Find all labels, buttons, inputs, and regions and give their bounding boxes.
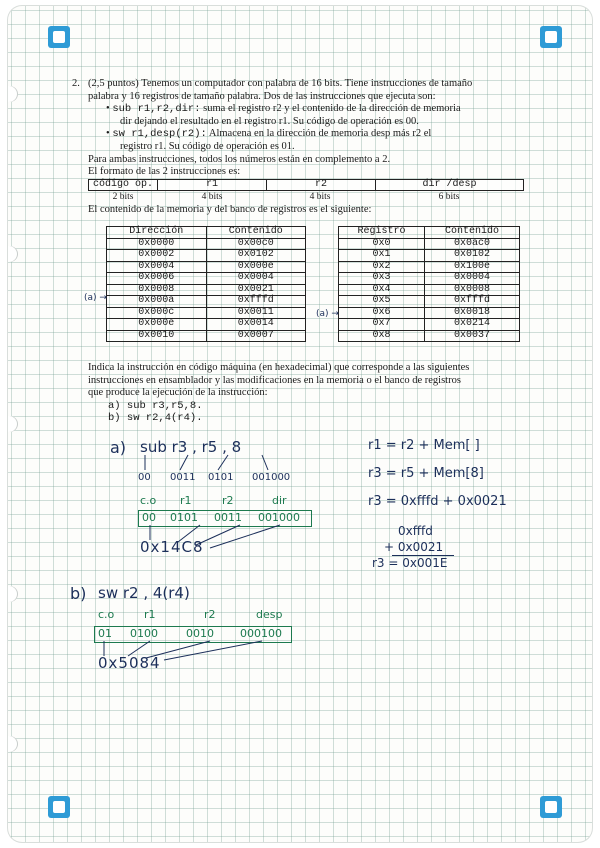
row-key: 0x4 — [339, 284, 425, 296]
binary-part: 00 — [138, 472, 151, 483]
arrow-stroke — [180, 455, 188, 470]
column-header: Dirección — [107, 227, 207, 239]
arrow-stroke — [218, 455, 228, 470]
task-line: instrucciones en ensamblador y las modificaciones en la memoria o el banco de registros — [88, 374, 461, 386]
answer-a-hex: 0x14C8 — [140, 538, 204, 556]
column-header: Contenido — [424, 227, 519, 239]
row-key: 0x000a — [107, 296, 207, 308]
field-label: r1 — [144, 608, 156, 621]
row-key: 0x0002 — [107, 250, 207, 262]
row-key: 0x000e — [107, 319, 207, 331]
row-value: 0x0037 — [424, 330, 519, 342]
equation: r1 = r2 + Mem[ ] — [368, 438, 480, 453]
field-label: r2 — [222, 494, 234, 507]
task-line: Indica la instrucción en código máquina (en hexadecimal) que corresponde a las siguientes — [88, 362, 470, 373]
answer-a-label: a) — [110, 438, 127, 457]
binary-part: 0011 — [170, 472, 196, 483]
arrow-stroke — [196, 525, 240, 545]
boxed-bits: 001000 — [258, 511, 300, 524]
format-title: El formato de las 2 instrucciones es: — [88, 166, 241, 178]
row-value: 0x000e — [206, 261, 306, 273]
row-key: 0x6 — [339, 307, 425, 319]
field-label: c.o — [98, 608, 115, 621]
arrow-stroke — [210, 525, 280, 548]
sub-description: suma el registro r2 y el contenido de la dirección de memoria — [203, 103, 461, 115]
row-value: 0x0008 — [424, 284, 519, 296]
arrow-stroke — [146, 641, 210, 658]
column-header: Registro — [339, 227, 425, 239]
row-key: 0x1 — [339, 250, 425, 262]
row-value: 0x0ac0 — [424, 238, 519, 250]
format-field: dir /desp — [376, 179, 524, 191]
task-line: que produce la ejecución de la instrucción: — [88, 387, 268, 399]
row-key: 0x000c — [107, 307, 207, 319]
field-label: desp — [256, 608, 283, 621]
row-key: 0x3 — [339, 273, 425, 285]
row-value: 0xfffd — [206, 296, 306, 308]
boxed-bits: 000100 — [240, 627, 282, 640]
sw-instruction: sw r1,desp(r2): — [112, 128, 207, 141]
arrow-stroke — [262, 455, 268, 470]
row-value: 0x0011 — [206, 307, 306, 319]
sw-description: Almacena en la dirección de memoria desp más r2 el — [208, 128, 432, 140]
row-key: 0x0010 — [107, 330, 207, 342]
row-value: 0x00c0 — [206, 238, 306, 250]
format-field: r1 — [158, 179, 267, 191]
row-value: 0x0102 — [424, 250, 519, 262]
sum-operand: + 0x0021 — [384, 540, 444, 554]
arrow-stroke — [178, 525, 200, 542]
row-key: 0x0000 — [107, 238, 207, 250]
row-key: 0x5 — [339, 296, 425, 308]
field-label: c.o — [140, 494, 157, 507]
row-value: 0xfffd — [424, 296, 519, 308]
row-value: 0x0007 — [206, 330, 306, 342]
memory-mark: (a) → — [84, 293, 107, 303]
complement-note: Para ambas instrucciones, todos los números están en complemento a 2. — [88, 153, 391, 165]
binary-part: 001000 — [252, 472, 291, 483]
row-value: 0x100e — [424, 261, 519, 273]
row-value: 0x0014 — [206, 319, 306, 331]
field-label: r2 — [204, 608, 216, 621]
answer-a-instruction: sub r3 , r5 , 8 — [140, 438, 242, 456]
boxed-bits: 0101 — [170, 511, 198, 524]
boxed-bits: 0011 — [214, 511, 242, 524]
row-key: 0x0 — [339, 238, 425, 250]
row-key: 0x8 — [339, 330, 425, 342]
row-value: 0x0018 — [424, 307, 519, 319]
sub-instruction: sub r1,r2,dir: — [112, 103, 201, 116]
sub-description: dir dejando el resultado en el registro r1. Su código de operación es 00. — [120, 115, 419, 127]
row-key: 0x0008 — [107, 284, 207, 296]
equation: r3 = 0xfffd + 0x0021 — [368, 494, 507, 509]
row-value: 0x0004 — [424, 273, 519, 285]
boxed-bits: 01 — [98, 627, 112, 640]
answer-b-instruction: sw r2 , 4(r4) — [98, 584, 190, 602]
arrow-stroke — [128, 641, 150, 656]
content-title: El contenido de la memoria y del banco de registros es el siguiente: — [88, 203, 372, 215]
row-value: 0x0214 — [424, 319, 519, 331]
column-header: Contenido — [206, 227, 306, 239]
task-b: b) sw r2,4(r4). — [108, 412, 203, 425]
boxed-bits: 0010 — [186, 627, 214, 640]
format-field: código op. — [89, 179, 158, 191]
format-field: r2 — [267, 179, 376, 191]
row-key: 0x0004 — [107, 261, 207, 273]
row-value: 0x0102 — [206, 250, 306, 262]
intro-line: palabra y 16 registros de tamaño palabra. Dos de las instrucciones que ejecuta son: — [88, 90, 436, 102]
row-key: 0x7 — [339, 319, 425, 331]
boxed-bits: 0100 — [130, 627, 158, 640]
row-key: 0x2 — [339, 261, 425, 273]
field-label: r1 — [180, 494, 192, 507]
row-value: 0x0004 — [206, 273, 306, 285]
answer-b-label: b) — [70, 584, 87, 603]
binary-part: 0101 — [208, 472, 234, 483]
row-key: 0x0006 — [107, 273, 207, 285]
boxed-bits: 00 — [142, 511, 156, 524]
question-text: 2. (2,5 puntos) Tenemos un computador con palabra de 16 bits. Tiene instrucciones de tamaño palabra y 16 registros de tamaño palabra. Dos de las instrucciones que ejecuta son: • sub r1,r2,dir: suma el registro r2 y el contenido de la dirección de memoria dir dejando el resultado en el registro r1. Su código de operación es 00. • sw r1,desp(r2): Almacena en la dirección de memoria desp más r2 el registro r1. Su código de operación es 01. Para ambas instrucciones, todos los números están en complemento a 2. El formato de las 2 instrucciones es: código op. r1 r2 dir /desp 2 bits 4 bits 4 bits 6 bits El contenido de la memoria y del banco de registros es el siguiente: — [88, 78, 524, 216]
question-number: 2. — [72, 78, 80, 89]
arrow-stroke — [164, 641, 262, 660]
sw-description: registro r1. Su código de operación es 01. — [120, 140, 295, 152]
field-label: dir — [272, 494, 287, 507]
register-mark: (a) → — [316, 309, 339, 319]
equation: r3 = r5 + Mem[8] — [368, 466, 484, 481]
intro-line: (2,5 puntos) Tenemos un computador con palabra de 16 bits. Tiene instrucciones de tamaño — [88, 78, 473, 89]
format-bits: 2 bits 4 bits 4 bits 6 bits — [112, 192, 460, 203]
answer-b-hex: 0x5084 — [98, 654, 161, 672]
sum-result: r3 = 0x001E — [372, 556, 448, 570]
task-a: a) sub r3,r5,8. — [108, 399, 203, 412]
row-value: 0x0021 — [206, 284, 306, 296]
sum-operand: 0xfffd — [398, 524, 433, 538]
